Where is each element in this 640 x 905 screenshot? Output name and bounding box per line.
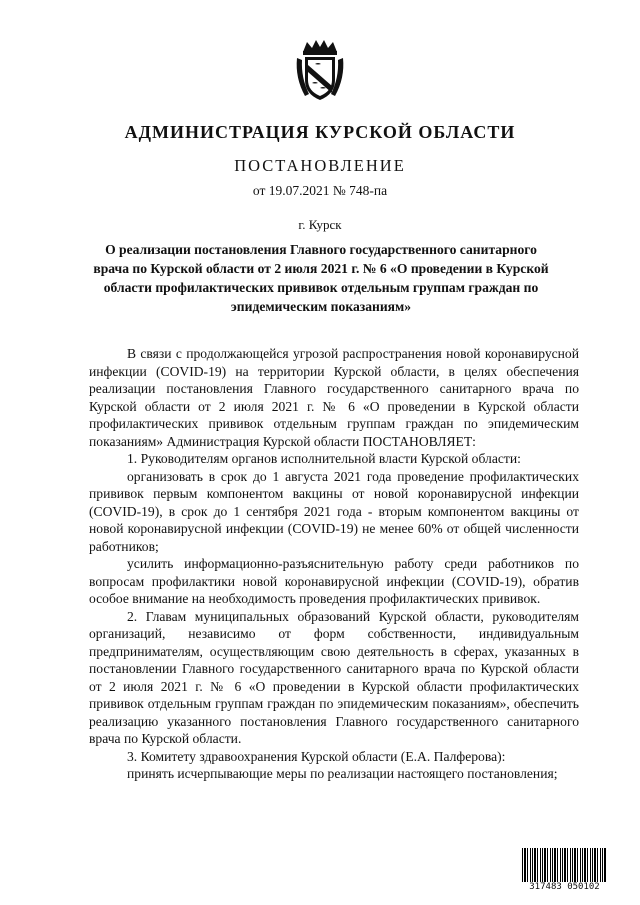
document-city: г. Курск <box>298 217 342 232</box>
organization-title: АДМИНИСТРАЦИЯ КУРСКОЙ ОБЛАСТИ <box>124 122 516 142</box>
document-number: от 19.07.2021 № 748-па <box>252 183 388 198</box>
paragraph: 3. Комитету здравоохранения Курской области (Е.А. Палферова): <box>127 748 506 764</box>
paragraph: принять исчерпывающие меры по реализации настоящего постановления; <box>127 766 558 781</box>
document-type: ПОСТАНОВЛЕНИЕ <box>234 156 406 175</box>
barcode-number: 317483 050102 <box>522 882 607 892</box>
paragraph: усилить информационно-разъяснительную работу среди работников по вопросам профилактики новой коронавирусной инфекции (COVID-19), обратив особое внимание на необходимость проведения профилактических прививок. <box>89 556 579 606</box>
kursk-coat-of-arms-icon <box>295 38 345 104</box>
barcode <box>522 848 607 894</box>
document-body <box>89 345 579 783</box>
paragraph: В связи с продолжающейся угрозой распространения новой коронавирусной инфекции (COVID-19) на территории Курской области, в целях обеспечения реализации постановления Главного государственного санитарного врача по Курской области от 2 июля 2021 г. № 6 «О проведении в Курской области профилактических прививок отдельным группам граждан по эпидемическим показаниям» Администрация Курской области ПОСТАНОВЛЯЕТ: <box>89 346 579 449</box>
barcode-icon <box>522 848 607 884</box>
paragraph: 1. Руководителям органов исполнительной власти Курской области: <box>127 451 521 466</box>
paragraph: организовать в срок до 1 августа 2021 года проведение профилактических прививок первым компонентом вакцины от новой коронавирусной инфекции (COVID-19), в срок до 1 сентября 2021 года - вторым компонентом вакцины от новой коронавирусной инфекции (COVID-19) не менее 60% от общей численности работников; <box>89 468 579 554</box>
document-subject: О реализации постановления Главного государственного санитарного врача по Курской области от 2 июля 2021 г. № 6 «О проведении в Курской области профилактических прививок отдельным группам граждан по эпидемическим показаниям» <box>93 242 549 314</box>
paragraph: 2. Главам муниципальных образований Курской области, руководителям организаций, независимо от форм собственности, индивидуальным предпринимателям, осуществляющим свою деятельность в сферах, указанных в постановлении Главного государственного санитарного врача по Курской области от 2 июля 2021 г. № 6 «О проведении в Курской области профилактических прививок отдельным группам граждан по эпидемическим показаниям», обеспечить реализацию указанного постановления Главного государственного санитарного врача по Курской области. <box>89 608 579 746</box>
